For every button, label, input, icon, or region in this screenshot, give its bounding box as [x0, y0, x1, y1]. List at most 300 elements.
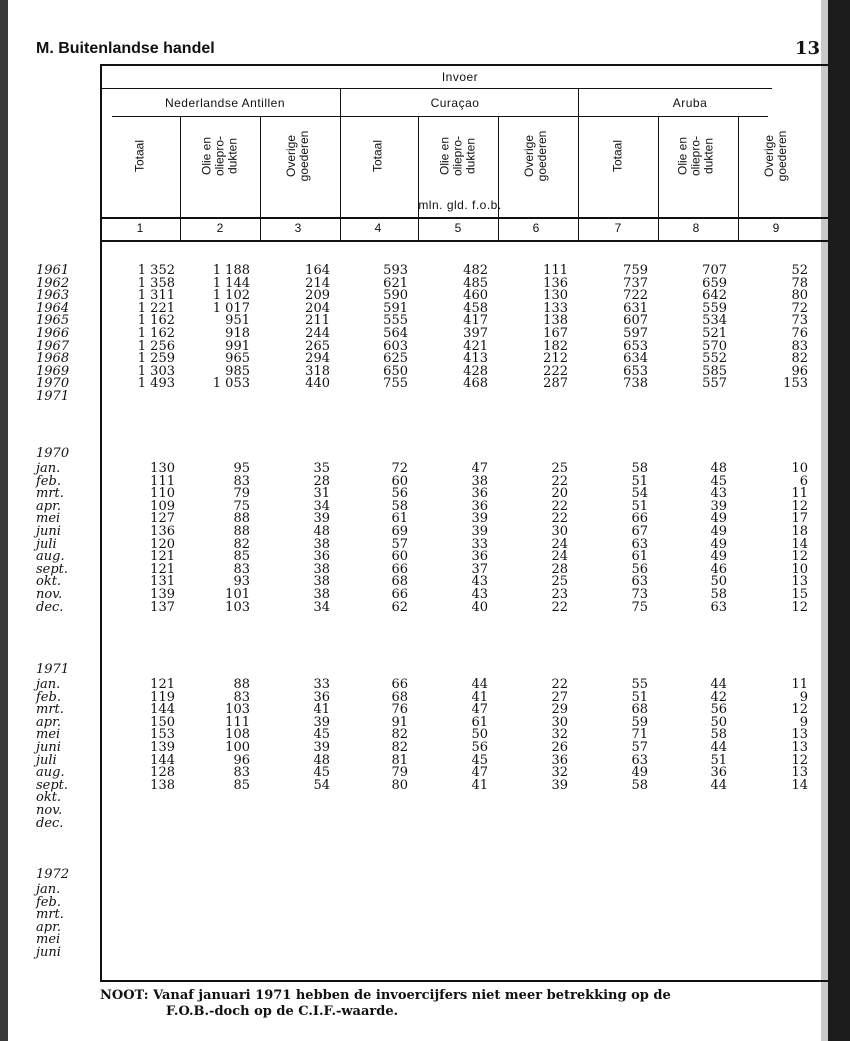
table-cell: 10 — [791, 561, 808, 577]
table-cell: 71 — [631, 727, 648, 743]
table-cell: 167 — [543, 326, 568, 341]
table-cell: 555 — [383, 313, 408, 329]
table-cell: 738 — [623, 376, 648, 392]
table-cell: 653 — [623, 363, 648, 379]
row-label: dec. — [36, 599, 64, 615]
table-cell: 603 — [383, 338, 408, 354]
group-nederlandse-antillen: Nederlandse Antillen — [164, 96, 286, 110]
table-cell: 41 — [471, 689, 488, 705]
table-cell: 42 — [710, 689, 727, 705]
table-cell: 1 017 — [212, 300, 250, 316]
row-label: dec. — [36, 815, 64, 831]
table-cell: 138 — [150, 777, 175, 793]
table-cell: 76 — [391, 702, 408, 718]
table-cell: 49 — [710, 536, 727, 552]
table-cell: 631 — [623, 300, 648, 316]
col-header-3: Overige goederen — [284, 130, 311, 182]
table-cell: 63 — [631, 752, 648, 768]
colnum-bottom-rule — [102, 240, 828, 242]
table-cell: 56 — [631, 561, 648, 577]
table-cell: 83 — [233, 561, 250, 577]
row-label: apr. — [36, 714, 61, 730]
table-cell: 26 — [551, 740, 568, 755]
table-cell: 130 — [543, 288, 568, 304]
table-cell: 39 — [313, 511, 330, 527]
page-number: 13 — [794, 38, 820, 59]
table-cell: 1 144 — [212, 275, 250, 291]
row-label: 1966 — [36, 326, 70, 341]
col-header-4: Totaal — [370, 139, 385, 173]
table-cell: 14 — [791, 777, 808, 793]
col-divider-6 — [498, 117, 499, 241]
table-cell: 9 — [799, 714, 808, 730]
table-cell: 485 — [463, 275, 488, 291]
row-label: feb. — [36, 894, 61, 910]
table-cell: 9 — [799, 689, 808, 705]
table-cell: 153 — [150, 727, 175, 743]
table-cell: 204 — [305, 300, 330, 316]
table-cell: 51 — [631, 689, 648, 705]
column-number: 1 — [136, 221, 144, 235]
table-cell: 35 — [313, 461, 330, 476]
table-cell: 36 — [710, 765, 727, 781]
row-label: mrt. — [36, 907, 64, 923]
table-cell: 34 — [313, 498, 330, 514]
table-cell: 73 — [631, 587, 648, 602]
table-cell: 68 — [631, 702, 648, 718]
footnote-line-1: NOOT: Vanaf januari 1971 hebben de invoercijfers niet meer betrekking op de — [100, 988, 671, 1003]
table-cell: 1 259 — [137, 351, 175, 367]
table-cell: 634 — [623, 351, 648, 367]
table-cell: 111 — [225, 714, 250, 730]
stub-divider — [100, 64, 102, 982]
table-cell: 103 — [225, 702, 250, 718]
table-cell: 121 — [150, 549, 175, 565]
table-cell: 88 — [233, 511, 250, 527]
col-header-5: Olie en oliepro- dukten — [437, 135, 478, 177]
section-title: M. Buitenlandse handel — [36, 40, 215, 57]
table-cell: 11 — [791, 486, 808, 502]
table-cell: 34 — [313, 599, 330, 615]
col-header-7: Totaal — [610, 139, 625, 173]
table-cell: 559 — [702, 300, 727, 316]
table-cell: 428 — [463, 363, 488, 379]
table-cell: 79 — [233, 486, 250, 502]
table-cell: 54 — [631, 486, 648, 502]
row-label: feb. — [36, 473, 61, 489]
scan-right-edge — [828, 0, 850, 1041]
table-cell: 6 — [799, 473, 808, 489]
table-cell: 83 — [791, 338, 808, 354]
table-cell: 12 — [791, 549, 808, 565]
table-cell: 83 — [233, 765, 250, 781]
table-cell: 1 162 — [137, 326, 175, 341]
column-number: 5 — [454, 221, 462, 235]
table-cell: 564 — [383, 326, 408, 341]
table-cell: 32 — [551, 765, 568, 781]
table-cell: 11 — [791, 677, 808, 692]
table-cell: 49 — [710, 511, 727, 527]
unit-label: mln. gld. f.o.b. — [418, 198, 502, 212]
table-cell: 56 — [471, 740, 488, 755]
table-cell: 150 — [150, 714, 175, 730]
col-header-9: Overige goederen — [762, 130, 789, 182]
table-cell: 17 — [791, 511, 808, 527]
table-cell: 51 — [631, 473, 648, 489]
table-cell: 121 — [150, 561, 175, 577]
table-cell: 83 — [233, 473, 250, 489]
table-cell: 60 — [391, 473, 408, 489]
table-cell: 43 — [471, 587, 488, 602]
col-header-8: Olie en oliepro- dukten — [675, 135, 716, 177]
table-cell: 22 — [551, 677, 568, 692]
table-cell: 101 — [225, 587, 250, 602]
table-cell: 51 — [710, 752, 727, 768]
table-cell: 44 — [710, 677, 727, 692]
table-cell: 36 — [313, 549, 330, 565]
col-divider-9 — [738, 117, 739, 241]
table-cell: 68 — [391, 689, 408, 705]
table-cell: 12 — [791, 702, 808, 718]
table-cell: 50 — [471, 727, 488, 743]
table-cell: 29 — [551, 702, 568, 718]
table-cell: 458 — [463, 300, 488, 316]
table-cell: 22 — [551, 473, 568, 489]
table-cell: 56 — [391, 486, 408, 502]
column-number: 8 — [692, 221, 700, 235]
col-header-2: Olie en oliepro- dukten — [199, 135, 240, 177]
table-cell: 468 — [463, 376, 488, 392]
table-cell: 136 — [543, 275, 568, 291]
table-cell: 58 — [710, 727, 727, 743]
table-cell: 47 — [471, 765, 488, 781]
table-cell: 39 — [551, 777, 568, 793]
table-cell: 111 — [543, 263, 568, 278]
row-label: aug. — [36, 549, 65, 565]
table-cell: 139 — [150, 740, 175, 755]
table-cell: 182 — [543, 338, 568, 354]
table-cell: 557 — [702, 376, 727, 392]
table-cell: 45 — [710, 473, 727, 489]
row-label: 1965 — [36, 313, 70, 329]
table-cell: 46 — [710, 561, 727, 577]
table-cell: 119 — [150, 689, 175, 705]
table-cell: 96 — [233, 752, 250, 768]
table-cell: 38 — [313, 536, 330, 552]
table-cell: 49 — [631, 765, 648, 781]
invoer-heading: Invoer — [441, 70, 479, 84]
table-cell: 144 — [150, 702, 175, 718]
table-cell: 75 — [631, 599, 648, 615]
row-label: 1968 — [36, 351, 70, 367]
table-cell: 57 — [631, 740, 648, 755]
table-cell: 138 — [543, 313, 568, 329]
table-cell: 20 — [551, 486, 568, 502]
table-cell: 66 — [391, 677, 408, 692]
table-cell: 552 — [702, 351, 727, 367]
column-number: 6 — [532, 221, 540, 235]
row-label: mei — [36, 727, 61, 743]
table-cell: 43 — [471, 574, 488, 590]
table-cell: 39 — [710, 498, 727, 514]
table-cell: 918 — [225, 326, 250, 341]
table-cell: 653 — [623, 338, 648, 354]
footnote — [100, 988, 671, 1020]
row-label: juni — [36, 524, 61, 539]
table-cell: 209 — [305, 288, 330, 304]
table-cell: 79 — [391, 765, 408, 781]
table-cell: 591 — [383, 300, 408, 316]
table-cell: 32 — [551, 727, 568, 743]
row-label: apr. — [36, 919, 61, 935]
table-cell: 38 — [313, 587, 330, 602]
row-label: sept. — [36, 561, 69, 577]
table-cell: 62 — [391, 599, 408, 615]
year-heading: 1971 — [36, 662, 70, 677]
table-cell: 80 — [791, 288, 808, 304]
table-cell: 590 — [383, 288, 408, 304]
row-label: juli — [36, 752, 57, 768]
row-label: 1969 — [36, 363, 70, 379]
table-cell: 47 — [471, 702, 488, 718]
table-cell: 73 — [791, 313, 808, 329]
table-cell: 76 — [791, 326, 808, 341]
table-cell: 52 — [791, 263, 808, 278]
table-cell: 37 — [471, 561, 488, 577]
table-cell: 44 — [710, 777, 727, 793]
table-cell: 82 — [233, 536, 250, 552]
table-cell: 12 — [791, 498, 808, 514]
table-cell: 72 — [391, 461, 408, 476]
scan-left-edge — [0, 0, 8, 1041]
table-cell: 10 — [791, 461, 808, 476]
table-cell: 67 — [631, 524, 648, 539]
table-cell: 15 — [791, 587, 808, 602]
col-header-6: Overige goederen — [522, 130, 549, 182]
row-label: mrt. — [36, 702, 64, 718]
table-cell: 265 — [305, 338, 330, 354]
table-cell: 93 — [233, 574, 250, 590]
table-cell: 69 — [391, 524, 408, 539]
row-label: mrt. — [36, 486, 64, 502]
table-cell: 413 — [463, 351, 488, 367]
table-cell: 58 — [631, 461, 648, 476]
table-cell: 722 — [623, 288, 648, 304]
table-cell: 57 — [391, 536, 408, 552]
table-cell: 1 493 — [137, 376, 175, 392]
table-cell: 13 — [791, 727, 808, 743]
table-cell: 755 — [383, 376, 408, 392]
row-label: juni — [36, 945, 61, 960]
table-cell: 397 — [463, 326, 488, 341]
table-cell: 45 — [313, 727, 330, 743]
table-cell: 108 — [225, 727, 250, 743]
colnum-top-rule — [102, 217, 828, 219]
table-cell: 39 — [313, 714, 330, 730]
table-cell: 287 — [543, 376, 568, 392]
table-cell: 31 — [313, 486, 330, 502]
table-cell: 110 — [150, 486, 175, 502]
table-cell: 96 — [791, 363, 808, 379]
row-label: 1967 — [36, 338, 70, 354]
table-cell: 13 — [791, 740, 808, 755]
table-cell: 759 — [623, 263, 648, 278]
table-cell: 1 221 — [137, 300, 175, 316]
table-cell: 111 — [150, 473, 175, 489]
table-cell: 133 — [543, 300, 568, 316]
table-cell: 66 — [631, 511, 648, 527]
table-cell: 1 162 — [137, 313, 175, 329]
table-cell: 75 — [233, 498, 250, 514]
table-cell: 570 — [702, 338, 727, 354]
table-cell: 30 — [551, 714, 568, 730]
row-label: nov. — [36, 803, 63, 818]
row-label: juni — [36, 740, 61, 755]
table-cell: 460 — [463, 288, 488, 304]
table-cell: 1 358 — [137, 275, 175, 291]
row-label: 1971 — [36, 389, 70, 404]
table-cell: 1 188 — [212, 263, 250, 278]
col-divider-3 — [260, 117, 261, 241]
table-cell: 417 — [463, 313, 488, 329]
table-cell: 1 303 — [137, 363, 175, 379]
table-cell: 48 — [313, 524, 330, 539]
table-cell: 45 — [471, 752, 488, 768]
table-cell: 48 — [313, 752, 330, 768]
table-cell: 39 — [471, 524, 488, 539]
column-number: 2 — [216, 221, 224, 235]
header-top-rule — [100, 64, 828, 66]
table-cell: 521 — [702, 326, 727, 341]
table-cell: 41 — [313, 702, 330, 718]
table-cell: 951 — [225, 313, 250, 329]
column-number: 3 — [294, 221, 302, 235]
table-cell: 40 — [471, 599, 488, 615]
table-cell: 51 — [631, 498, 648, 514]
table-cell: 597 — [623, 326, 648, 341]
table-cell: 625 — [383, 351, 408, 367]
table-cell: 137 — [150, 599, 175, 615]
table-cell: 214 — [305, 275, 330, 291]
table-cell: 68 — [391, 574, 408, 590]
col-divider-2 — [180, 117, 181, 241]
table-cell: 25 — [551, 461, 568, 476]
table-cell: 61 — [391, 511, 408, 527]
table-cell: 130 — [150, 461, 175, 476]
row-label: 1962 — [36, 275, 70, 291]
col-header-1: Totaal — [132, 139, 147, 173]
table-cell: 54 — [313, 777, 330, 793]
table-cell: 120 — [150, 536, 175, 552]
bottom-rule — [100, 980, 828, 982]
table-cell: 44 — [710, 740, 727, 755]
table-cell: 49 — [710, 549, 727, 565]
table-cell: 45 — [313, 765, 330, 781]
table-cell: 136 — [150, 524, 175, 539]
row-label: aug. — [36, 765, 65, 781]
table-cell: 164 — [305, 263, 330, 278]
table-cell: 22 — [551, 599, 568, 615]
table-cell: 30 — [551, 524, 568, 539]
table-cell: 48 — [710, 461, 727, 476]
table-cell: 25 — [551, 574, 568, 590]
row-label: jan. — [36, 677, 61, 692]
table-cell: 991 — [225, 338, 250, 354]
table-cell: 13 — [791, 574, 808, 590]
row-label: juli — [36, 536, 57, 552]
table-cell: 82 — [791, 351, 808, 367]
year-heading: 1972 — [36, 867, 70, 882]
footnote-line-2: F.O.B.-doch op de C.I.F.-waarde. — [166, 1004, 399, 1019]
table-cell: 100 — [225, 740, 250, 755]
table-cell: 24 — [551, 549, 568, 565]
table-cell: 91 — [391, 714, 408, 730]
invoer-rule — [102, 88, 772, 89]
table-cell: 41 — [471, 777, 488, 793]
table-cell: 88 — [233, 524, 250, 539]
table-cell: 985 — [225, 363, 250, 379]
row-label: 1964 — [36, 300, 70, 316]
table-cell: 83 — [233, 689, 250, 705]
table-cell: 440 — [305, 376, 330, 392]
table-cell: 642 — [702, 288, 727, 304]
table-cell: 593 — [383, 263, 408, 278]
table-cell: 60 — [391, 549, 408, 565]
table-cell: 63 — [631, 536, 648, 552]
table-cell: 63 — [710, 599, 727, 615]
table-cell: 82 — [391, 740, 408, 755]
row-label: nov. — [36, 587, 63, 602]
table-cell: 72 — [791, 300, 808, 316]
table-cell: 85 — [233, 777, 250, 793]
table-cell: 39 — [471, 511, 488, 527]
table-cell: 621 — [383, 275, 408, 291]
row-label: sept. — [36, 777, 69, 793]
table-cell: 56 — [710, 702, 727, 718]
table-cell: 650 — [383, 363, 408, 379]
table-cell: 58 — [631, 777, 648, 793]
table-cell: 1 311 — [137, 288, 175, 304]
table-cell: 421 — [463, 338, 488, 354]
table-cell: 707 — [702, 263, 727, 278]
table-cell: 139 — [150, 587, 175, 602]
table-cell: 82 — [391, 727, 408, 743]
table-cell: 153 — [783, 376, 808, 392]
table-cell: 294 — [305, 351, 330, 367]
table-cell: 22 — [551, 498, 568, 514]
table-cell: 33 — [313, 677, 330, 692]
row-label: okt. — [36, 574, 62, 590]
table-cell: 23 — [551, 587, 568, 602]
table-cell: 1 053 — [212, 376, 250, 392]
table-cell: 63 — [631, 574, 648, 590]
table-cell: 244 — [305, 326, 330, 341]
table-cell: 38 — [313, 574, 330, 590]
table-cell: 39 — [313, 740, 330, 755]
table-cell: 482 — [463, 263, 488, 278]
col-divider-8 — [658, 117, 659, 241]
table-cell: 43 — [710, 486, 727, 502]
row-label: okt. — [36, 790, 62, 806]
row-label: mei — [36, 511, 61, 527]
column-number: 7 — [614, 221, 622, 235]
table-cell: 50 — [710, 714, 727, 730]
table-cell: 85 — [233, 549, 250, 565]
table-cell: 131 — [150, 574, 175, 590]
group-underline — [112, 116, 768, 117]
table-cell: 13 — [791, 765, 808, 781]
table-cell: 50 — [710, 574, 727, 590]
